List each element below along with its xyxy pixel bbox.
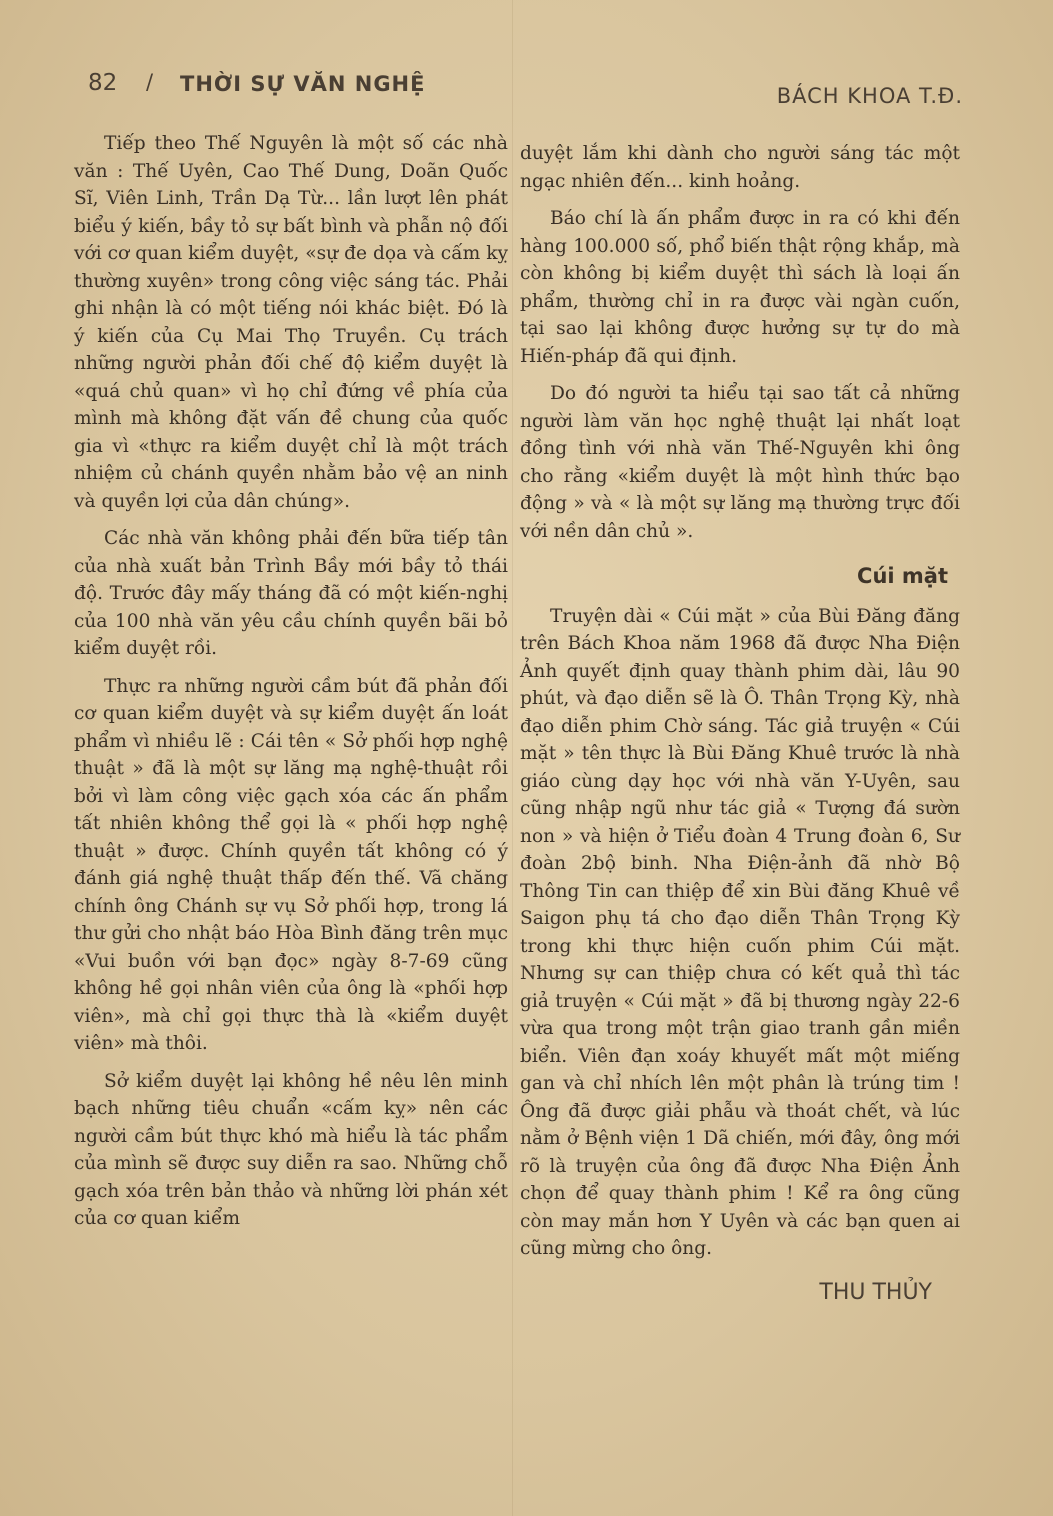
- paragraph: Sở kiểm duyệt lại không hề nêu lên minh bạch những tiêu chuẩn «cấm kỵ» nên các người cầm bút thực khó mà hiểu là tác phẩm của mình sẽ được suy diễn ra sao. Những chỗ gạch xóa trên bản thảo và những lời phán xét của cơ quan kiểm: [74, 1070, 508, 1229]
- paragraph: Tiếp theo Thế Nguyên là một số các nhà văn : Thế Uyên, Cao Thế Dung, Doãn Quốc Sĩ, Viên Linh, Trần Dạ Từ... lần lượt lên phát biểu ý kiến, bầy tỏ sự bất bình và phẫn nộ đối với cơ quan kiểm duyệt, «sự đe dọa và cấm kỵ thường xuyên» trong công việc sáng tác. Phải ghi nhận là có một tiếng nói khác biệt. Đó là ý kiến của Cụ Mai Thọ Truyền. Cụ trách những người phản đối chế độ kiểm duyệt là «quá chủ quan» vì họ chỉ đứng về phía của mình mà không đặt vấn đề chung của quốc gia vì «thực ra kiểm duyệt chỉ là một trách nhiệm củ chánh quyền nhằm bảo vệ an ninh và quyền lợi của dân chúng».: [74, 133, 508, 512]
- section-title: THỜI SỰ VĂN NGHỆ: [180, 72, 426, 96]
- right-column: [520, 140, 960, 1306]
- paragraph: Các nhà văn không phải đến bữa tiếp tân của nhà xuất bản Trình Bầy mới bầy tỏ thái độ. Trước đây mấy tháng đã có một kiến-nghị của 100 nhà văn yêu cầu chính quyền bãi bỏ kiểm duyệt rồi.: [74, 528, 508, 659]
- section-heading: Cúi mặt: [857, 564, 948, 588]
- author-signature: THU THỦY: [819, 1279, 932, 1305]
- paragraph: Truyện dài « Cúi mặt » của Bùi Đăng đăng trên Bách Khoa năm 1968 đã được Nha Điện Ảnh quyết định quay thành phim dài, lâu 90 phút, và đạo diễn sẽ là Ô. Thân Trọng Kỳ, nhà đạo diễn phim Chờ sáng. Tác giả truyện « Cúi mặt » tên thực là Bùi Đăng Khuê trước là nhà giáo cùng dạy học với nhà văn Y-Uyên, sau cũng nhập ngũ như tác giả « Tượng đá sườn non » và hiện ở Tiểu đoàn 4 Trung đoàn 6, Sư đoàn 2bộ binh. Nha Điện-ảnh đã nhờ Bộ Thông Tin can thiệp để xin Bùi đăng Khuê về Saigon phụ tá cho đạo diễn Thân Trọng Kỳ trong khi thực hiện cuốn phim Cúi mặt. Nhưng sự can thiệp chưa có kết quả thì tác giả truyện « Cúi mặt » đã bị thương ngày 22-6 vừa qua trong một trận giao tranh gần miền biển. Viên đạn xoáy khuyết mất một miếng gan và chỉ nhích lên một phân là trúng tim ! Ông đã được giải phẫu và thoát chết, và lúc nằm ở Bệnh viện 1 Dã chiến, mới đây, ông mới rõ là truyện của ông đã được Nha Điện Ảnh chọn để quay thành phim ! Kể ra ông cũng còn may mắn hơn Y Uyên và các bạn quen ai cũng mừng cho ông.: [520, 605, 960, 1259]
- paragraph: Do đó người ta hiểu tại sao tất cả những người làm văn học nghệ thuật lại nhất loạt đồng tình với nhà văn Thế-Nguyên khi ông cho rằng «kiểm duyệt là một hình thức bạo động » và « là một sự lăng mạ thường trực đối với nền dân chủ ».: [520, 383, 960, 542]
- page-header: [88, 70, 973, 110]
- page-number: 82: [88, 70, 118, 96]
- issue-label: BÁCH KHOA T.Đ.: [776, 84, 963, 108]
- header-separator: /: [146, 70, 154, 94]
- paragraph: Báo chí là ấn phẩm được in ra có khi đến hàng 100.000 số, phổ biến thật rộng khắp, mà còn không bị kiểm duyệt thì sách là loại ấn phẩm, thường chỉ in ra được vài ngàn cuốn, tại sao lại không được hưởng sự tự do mà Hiến-pháp đã qui định.: [520, 208, 960, 367]
- paragraph: Thực ra những người cầm bút đã phản đối cơ quan kiểm duyệt và sự kiểm duyệt ấn loát phẩm vì nhiều lẽ : Cái tên « Sở phối hợp nghệ thuật » đã là một sự lăng mạ nghệ-thuật rồi bởi vì làm công việc gạch xóa các ấn phẩm tất nhiên không thể gọi là « phối hợp nghệ thuật » được. Chính quyền tất không có ý đánh giá nghệ thuật thấp đến thế. Vã chăng chính ông Chánh sự vụ Sở phối hợp, trong lá thư gửi cho nhật báo Hòa Bình đăng trên mục «Vui buồn với bạn đọc» ngày 8-7-69 cũng không hề gọi nhân viên của ông là «phối hợp viên», mà chỉ gọi thực thà là «kiểm duyệt viên» mà thôi.: [74, 675, 508, 1054]
- left-column: [74, 130, 508, 1243]
- paragraph-continuation: duyệt lắm khi dành cho người sáng tác một ngạc nhiên đến... kinh hoảng.: [520, 143, 960, 192]
- page-crease: [512, 0, 513, 1516]
